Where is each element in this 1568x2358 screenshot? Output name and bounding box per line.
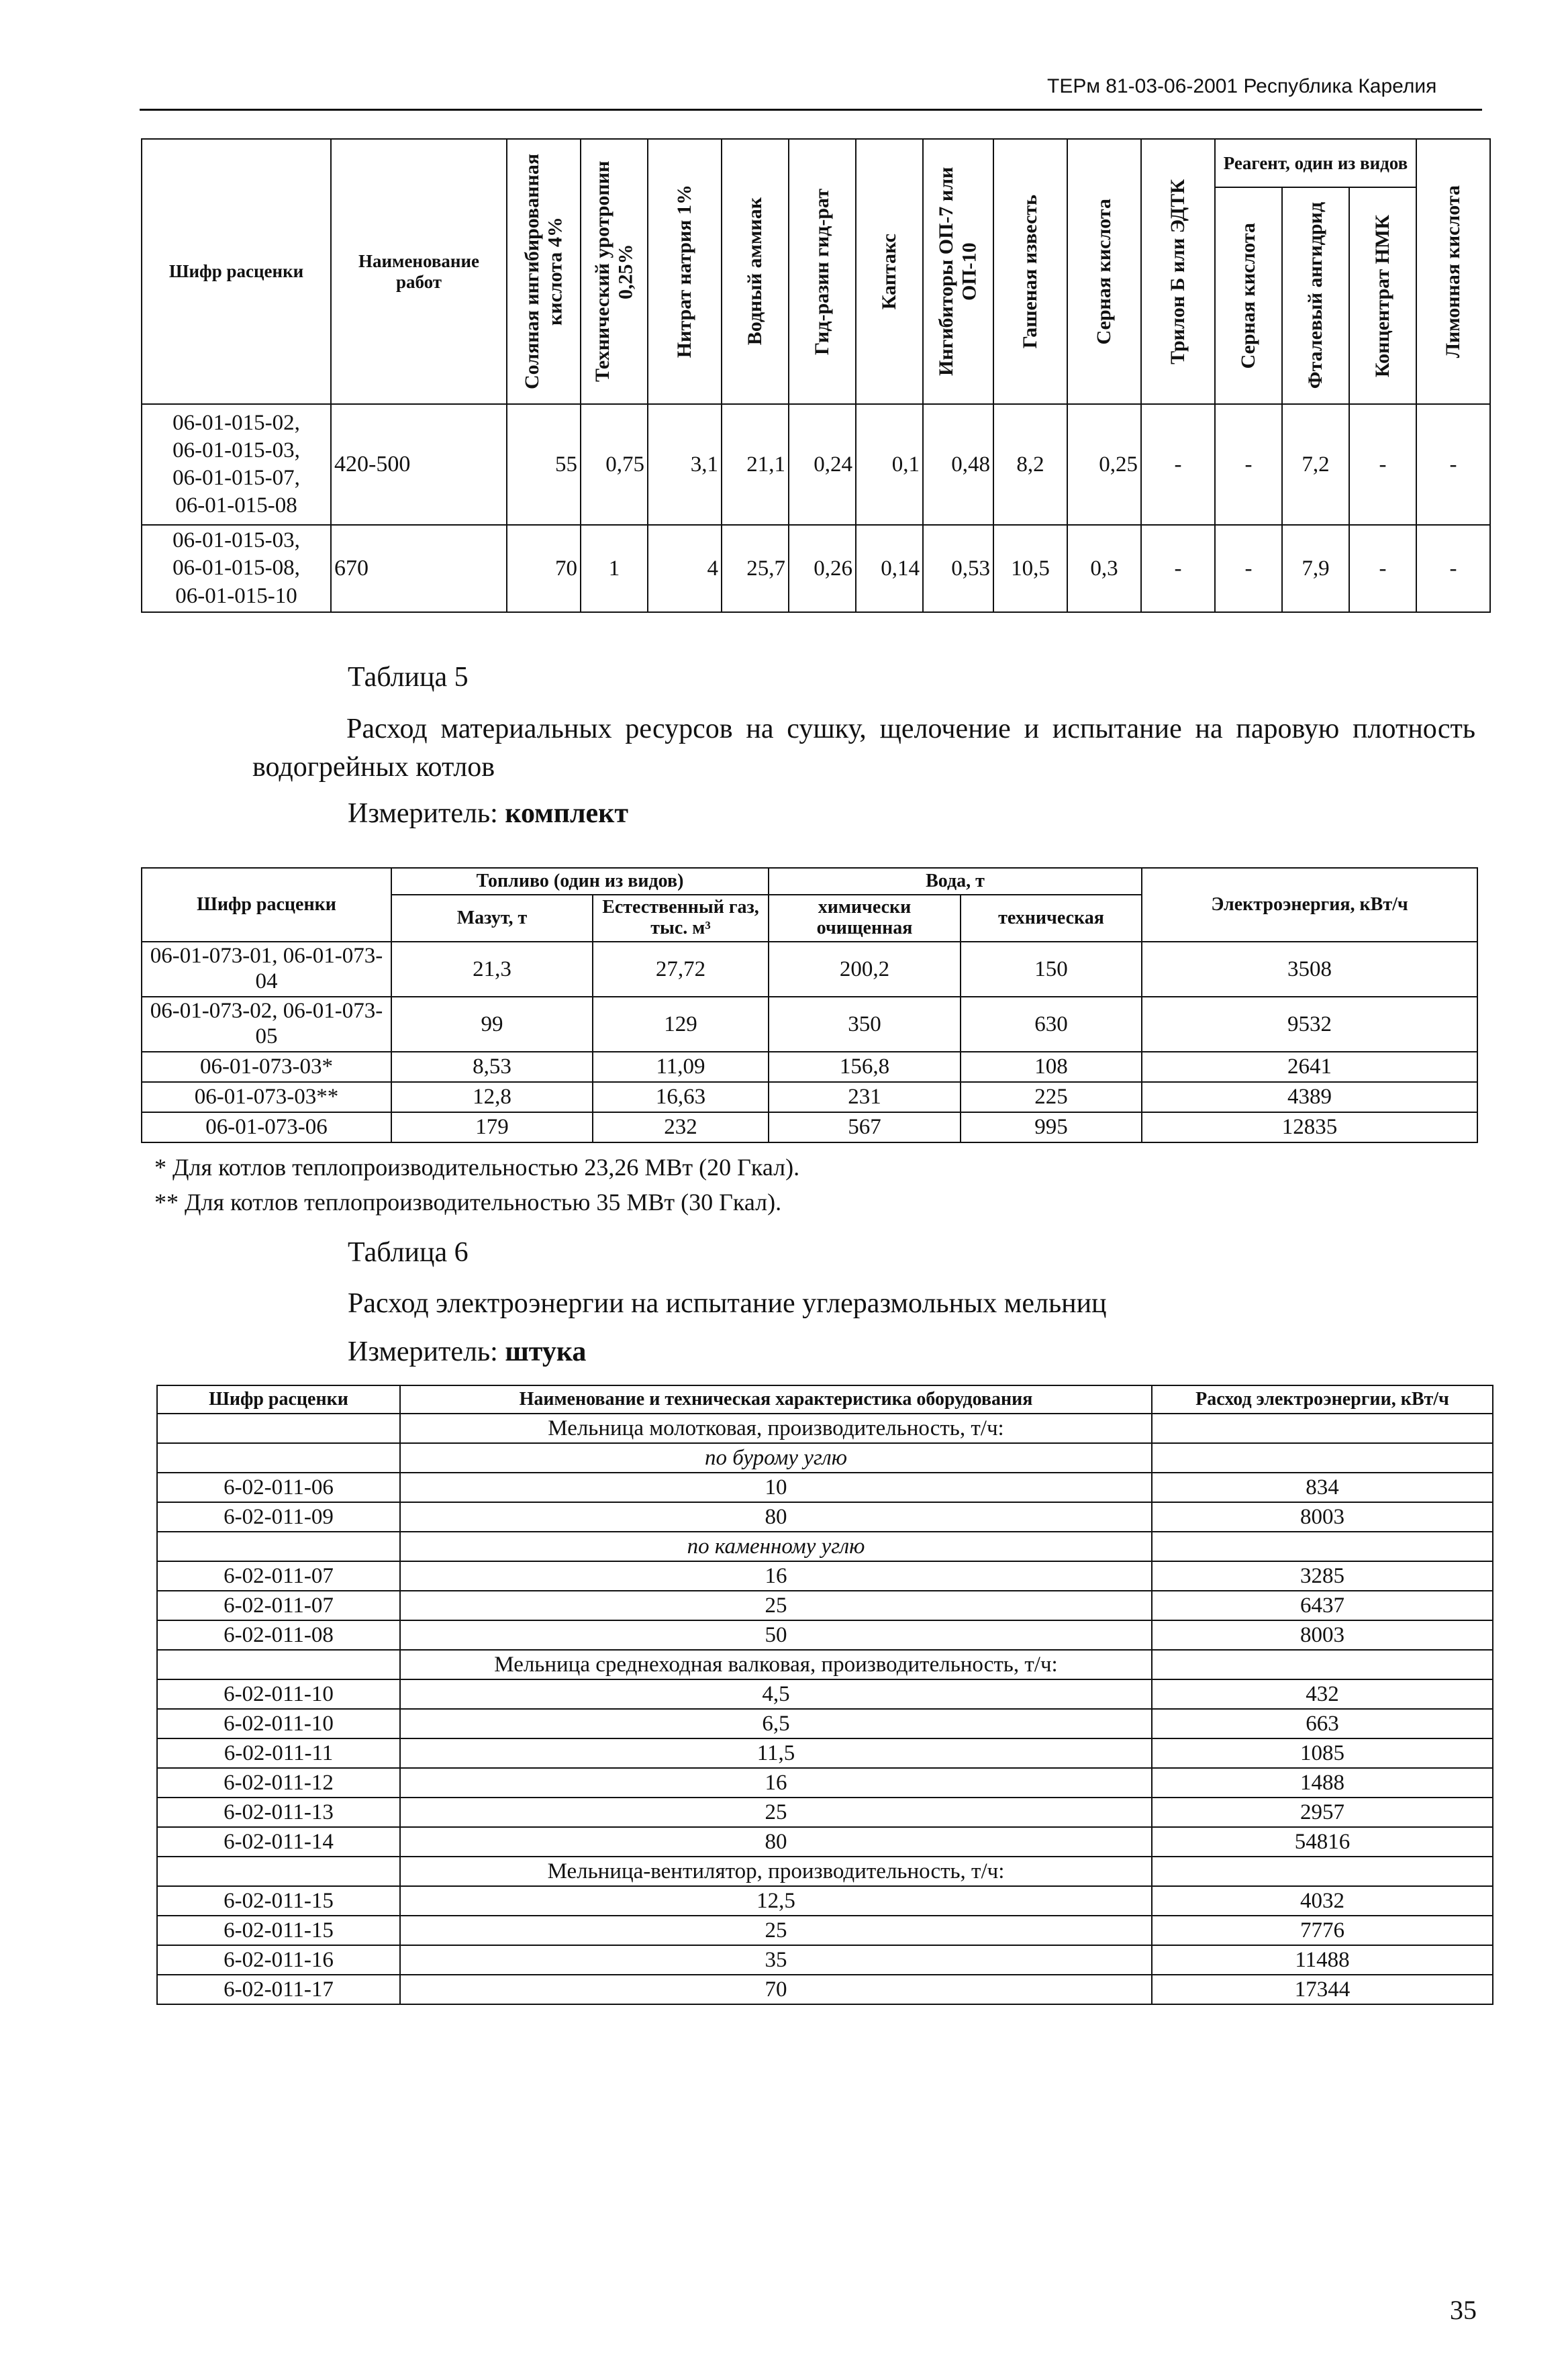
cell: 0,26 [789,525,856,612]
row-codes: 06-01-015-02, 06-01-015-03, 06-01-015-07, 06-01-015-08 [142,404,331,525]
document-header: ТЕРм 81-03-06-2001 Республика Карелия [1047,75,1437,97]
header-code: Шифр расценки [142,868,391,942]
cell-code: 6-02-011-16 [157,1945,400,1975]
cell: 0,53 [923,525,993,612]
cell-value: 80 [400,1502,1152,1532]
empty-cell [157,1532,400,1561]
header-gas: Естественный газ, тыс. м³ [593,895,769,942]
cell-tech: 225 [961,1082,1142,1112]
cell-power: 17344 [1152,1975,1493,2004]
table-row [142,1082,1477,1112]
table-row [142,1112,1477,1142]
table5-measure [348,797,628,830]
cell-code: 6-02-011-07 [157,1561,400,1591]
page-number: 35 [1450,2295,1477,2325]
cell-chem: 350 [769,997,961,1052]
cell-code: 06-01-073-02, 06-01-073-05 [142,997,391,1052]
table-row [157,1620,1493,1650]
header-col: Нитрат натрия 1% [648,139,722,404]
section-row [157,1650,1493,1679]
header-mazut: Мазут, т [391,895,593,942]
cell: 7,2 [1282,404,1349,525]
cell-power: 7776 [1152,1916,1493,1945]
cell: 0,25 [1067,404,1141,525]
cell-code: 6-02-011-06 [157,1473,400,1502]
cell-power: 3285 [1152,1561,1493,1591]
header-chem: химически очищенная [769,895,961,942]
section-title: по каменному углю [400,1532,1152,1561]
cell-power: 663 [1152,1709,1493,1738]
section-title: по бурому углю [400,1443,1152,1473]
footnote-1: * Для котлов теплопроизводительностью 23,26 МВт (20 Гкал). [154,1154,800,1181]
cell-code: 06-01-073-06 [142,1112,391,1142]
row-name: 420-500 [331,404,507,525]
cell-power: 3508 [1142,942,1477,997]
table5-title: Расход материальных ресурсов на сушку, щелочение и испытание на паровую плотность водогрейных котлов [252,714,1475,783]
cell: - [1349,525,1416,612]
cell-gas: 16,63 [593,1082,769,1112]
header-code: Шифр расценки [157,1385,400,1414]
table-row [142,404,1490,525]
cell-chem: 231 [769,1082,961,1112]
section-row [157,1532,1493,1561]
empty-cell [1152,1532,1493,1561]
table-reagents [141,138,1491,613]
header-name: Наименование работ [331,139,507,404]
cell: - [1215,404,1282,525]
empty-cell [157,1857,400,1886]
cell-value: 70 [400,1975,1152,2004]
table-row [157,1827,1493,1857]
cell: 7,9 [1282,525,1349,612]
table-row [142,997,1477,1052]
header-col: Трилон Б или ЭДТК [1141,139,1215,404]
cell-power: 4032 [1152,1886,1493,1916]
cell-code: 6-02-011-07 [157,1591,400,1620]
cell: 0,1 [856,404,923,525]
header-fuel: Топливо (один из видов) [391,868,769,895]
header-code: Шифр расценки [142,139,331,404]
cell-gas: 11,09 [593,1052,769,1082]
cell: 55 [507,404,581,525]
cell-gas: 232 [593,1112,769,1142]
cell-code: 06-01-073-01, 06-01-073-04 [142,942,391,997]
header-col: Фталевый ангидрид [1282,187,1349,404]
header-water: Вода, т [769,868,1142,895]
cell-power: 2957 [1152,1798,1493,1827]
table-row [157,1975,1493,2004]
measure-label: Измеритель: [348,798,505,829]
header-name: Наименование и техническая характеристика оборудования [400,1385,1152,1414]
cell-value: 6,5 [400,1709,1152,1738]
cell: 0,48 [923,404,993,525]
cell-code: 6-02-011-09 [157,1502,400,1532]
table6-caption: Таблица 6 [348,1237,469,1268]
cell-code: 6-02-011-17 [157,1975,400,2004]
cell-value: 16 [400,1768,1152,1798]
empty-cell [157,1414,400,1443]
cell-code: 6-02-011-15 [157,1886,400,1916]
cell-power: 432 [1152,1679,1493,1709]
cell: - [1215,525,1282,612]
cell-code: 6-02-011-10 [157,1709,400,1738]
cell: - [1141,404,1215,525]
cell: 1 [581,525,648,612]
cell-power: 12835 [1142,1112,1477,1142]
header-col: Каптакс [856,139,923,404]
header-col: Гашеная известь [993,139,1067,404]
cell-code: 06-01-073-03** [142,1082,391,1112]
header-col: Соляная ингибированная кислота 4% [507,139,581,404]
table-row [157,1916,1493,1945]
header-col: Ингибиторы ОП-7 или ОП-10 [923,139,993,404]
cell-power: 6437 [1152,1591,1493,1620]
cell-chem: 156,8 [769,1052,961,1082]
measure-value: комплект [505,798,629,829]
cell-power: 8003 [1152,1502,1493,1532]
table-row [157,1709,1493,1738]
cell-value: 11,5 [400,1738,1152,1768]
section-title: Мельница среднеходная валковая, производительность, т/ч: [400,1650,1152,1679]
cell-power: 4389 [1142,1082,1477,1112]
cell-tech: 150 [961,942,1142,997]
header-col: Гид-разин гид-рат [789,139,856,404]
section-row [157,1414,1493,1443]
cell-gas: 27,72 [593,942,769,997]
table-row [157,1561,1493,1591]
measure-value: штука [505,1336,587,1367]
cell-tech: 995 [961,1112,1142,1142]
cell-value: 35 [400,1945,1152,1975]
empty-cell [1152,1857,1493,1886]
table6-title: Расход электроэнергии на испытание углеразмольных мельниц [348,1288,1107,1319]
cell: - [1349,404,1416,525]
cell-power: 1488 [1152,1768,1493,1798]
cell-code: 06-01-073-03* [142,1052,391,1082]
cell-power: 8003 [1152,1620,1493,1650]
cell-power: 834 [1152,1473,1493,1502]
section-row [157,1443,1493,1473]
cell: - [1416,404,1490,525]
cell: 3,1 [648,404,722,525]
empty-cell [157,1443,400,1473]
table6-measure [348,1336,586,1368]
empty-cell [1152,1414,1493,1443]
cell-mazut: 21,3 [391,942,593,997]
cell-code: 6-02-011-12 [157,1768,400,1798]
table-row [157,1768,1493,1798]
cell: 10,5 [993,525,1067,612]
header-col: Водный аммиак [722,139,789,404]
header-col: Серная кислота [1215,187,1282,404]
cell-code: 6-02-011-10 [157,1679,400,1709]
cell-mazut: 12,8 [391,1082,593,1112]
cell-value: 25 [400,1916,1152,1945]
cell-code: 6-02-011-15 [157,1916,400,1945]
section-row [157,1857,1493,1886]
measure-label: Измеритель: [348,1336,505,1367]
table-row [157,1945,1493,1975]
table-row [142,1052,1477,1082]
section-title: Мельница молотковая, производительность, т/ч: [400,1414,1152,1443]
table-6 [156,1385,1493,2005]
footnote-2: ** Для котлов теплопроизводительностью 35 МВт (30 Гкал). [154,1189,782,1216]
cell: 0,14 [856,525,923,612]
cell-value: 25 [400,1591,1152,1620]
cell: - [1416,525,1490,612]
cell: 4 [648,525,722,612]
cell-mazut: 99 [391,997,593,1052]
table-row [157,1591,1493,1620]
cell: 0,75 [581,404,648,525]
row-name: 670 [331,525,507,612]
table5-caption: Таблица 5 [348,662,469,693]
cell: - [1141,525,1215,612]
cell: 0,24 [789,404,856,525]
header-col: Серная кислота [1067,139,1141,404]
cell-power: 2641 [1142,1052,1477,1082]
cell-value: 12,5 [400,1886,1152,1916]
cell: 25,7 [722,525,789,612]
table-row [157,1473,1493,1502]
cell-value: 16 [400,1561,1152,1591]
section-title: Мельница-вентилятор, производительность, т/ч: [400,1857,1152,1886]
cell: 21,1 [722,404,789,525]
cell-code: 6-02-011-13 [157,1798,400,1827]
cell: 0,3 [1067,525,1141,612]
cell-code: 6-02-011-11 [157,1738,400,1768]
cell-code: 6-02-011-14 [157,1827,400,1857]
header-tech: техническая [961,895,1142,942]
cell-gas: 129 [593,997,769,1052]
cell-value: 10 [400,1473,1152,1502]
cell-power: 1085 [1152,1738,1493,1768]
header-power: Электроэнергия, кВт/ч [1142,868,1477,942]
cell-value: 80 [400,1827,1152,1857]
cell-power: 54816 [1152,1827,1493,1857]
cell: 70 [507,525,581,612]
cell: 8,2 [993,404,1067,525]
header-col: Лимонная кислота [1416,139,1490,404]
empty-cell [1152,1650,1493,1679]
cell-value: 4,5 [400,1679,1152,1709]
cell-power: 9532 [1142,997,1477,1052]
cell-mazut: 8,53 [391,1052,593,1082]
header-rule [140,109,1482,111]
header-col: Концентрат НМК [1349,187,1416,404]
table-row [157,1798,1493,1827]
table-row [157,1679,1493,1709]
cell-mazut: 179 [391,1112,593,1142]
header-power: Расход электроэнергии, кВт/ч [1152,1385,1493,1414]
header-reagent-group: Реагент, один из видов [1215,139,1416,187]
table-row [142,525,1490,612]
table-row [142,942,1477,997]
table-row [157,1886,1493,1916]
cell-chem: 567 [769,1112,961,1142]
cell-code: 6-02-011-08 [157,1620,400,1650]
row-codes: 06-01-015-03, 06-01-015-08, 06-01-015-10 [142,525,331,612]
cell-power: 11488 [1152,1945,1493,1975]
cell-tech: 630 [961,997,1142,1052]
table-row [157,1738,1493,1768]
header-col: Технический уротропин 0,25% [581,139,648,404]
table-5 [141,867,1478,1143]
cell-chem: 200,2 [769,942,961,997]
cell-value: 50 [400,1620,1152,1650]
cell-tech: 108 [961,1052,1142,1082]
empty-cell [1152,1443,1493,1473]
empty-cell [157,1650,400,1679]
cell-value: 25 [400,1798,1152,1827]
table-row [157,1502,1493,1532]
